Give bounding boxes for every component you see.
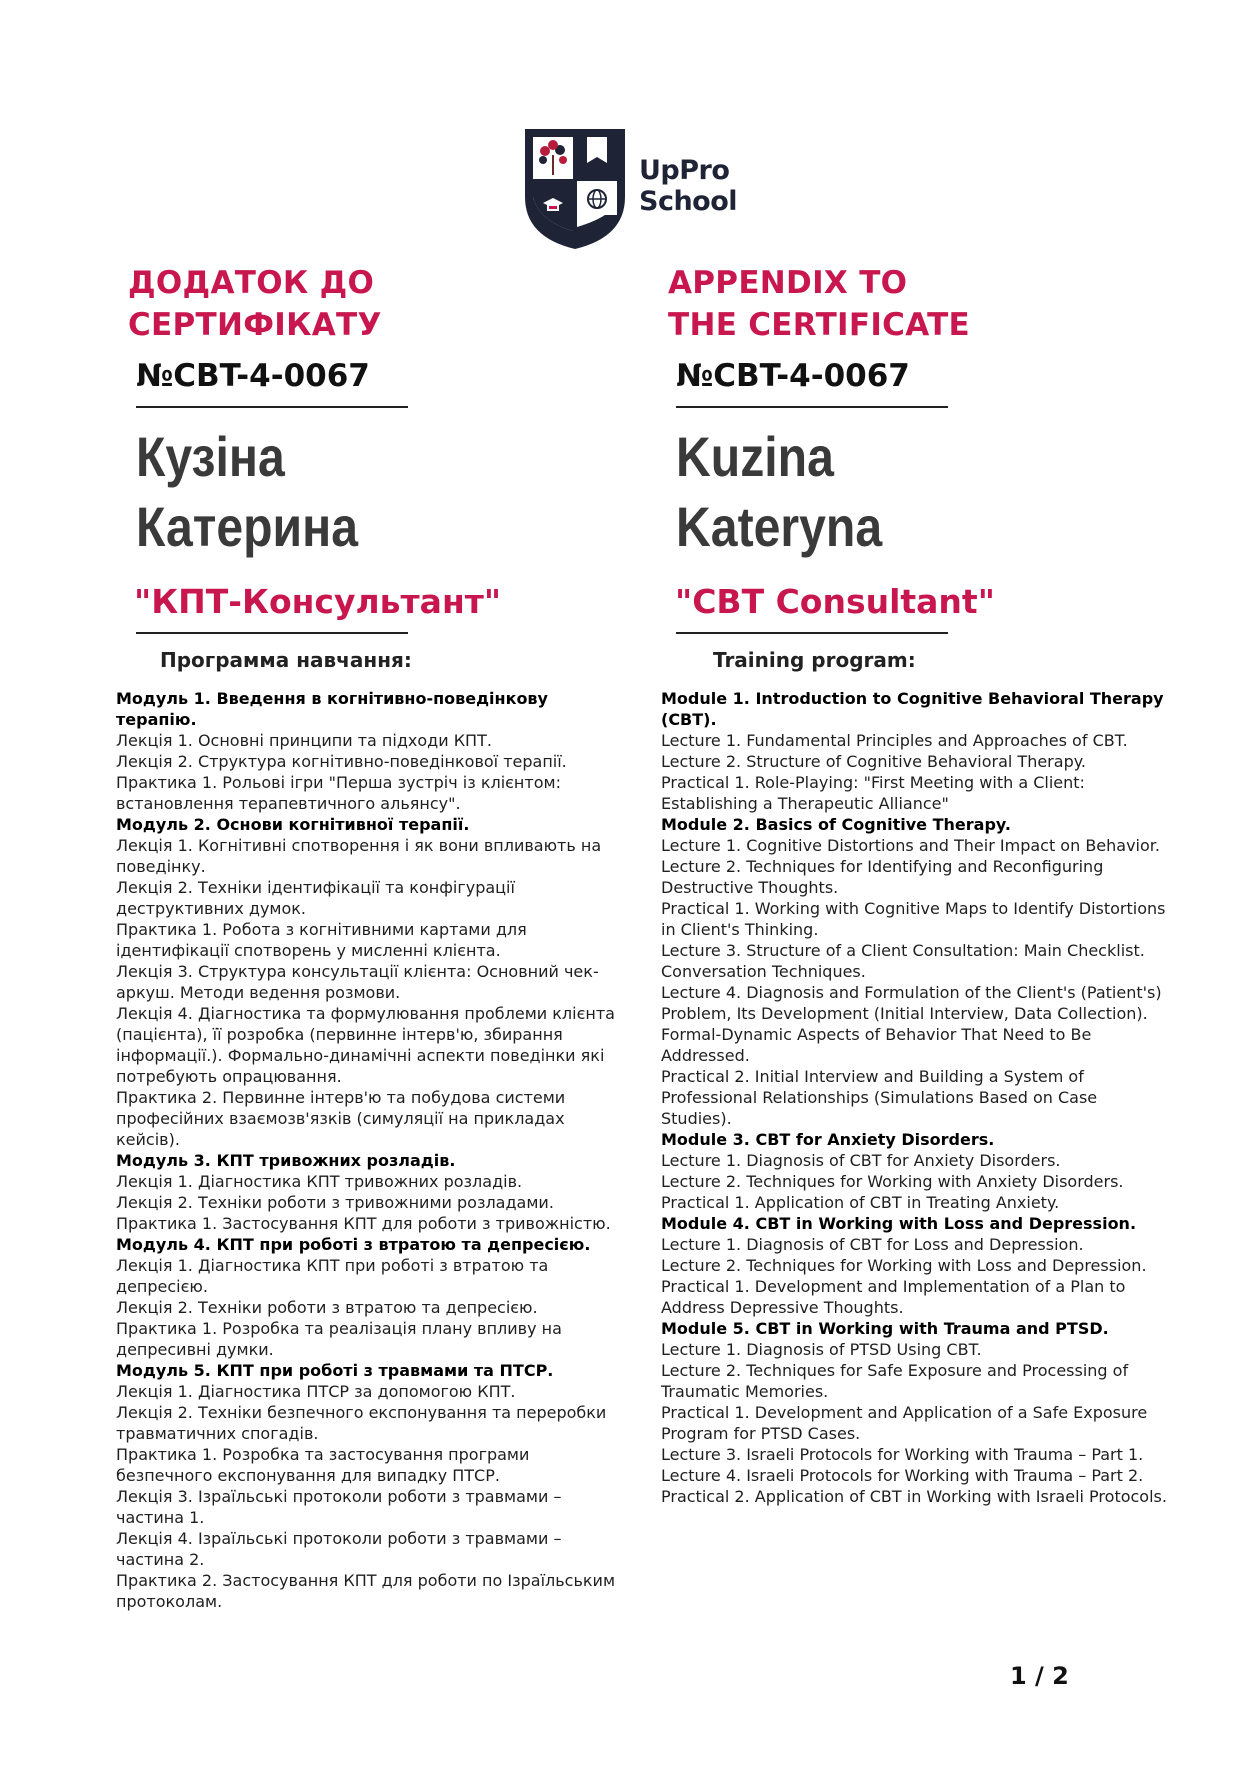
program-content-uk — [116, 688, 621, 1612]
lesson-item: Практика 1. Розробка та реалізація плану впливу на депресивні думки. — [116, 1319, 562, 1359]
lesson-item: Lecture 1. Diagnosis of CBT for Loss and Depression. — [661, 1235, 1084, 1254]
uppro-logo — [523, 127, 738, 251]
appendix-line1: APPENDIX TO — [668, 265, 908, 301]
appendix-title-uk — [128, 262, 646, 346]
module-heading: Модуль 3. КПТ тривожних розладів. — [116, 1151, 456, 1170]
lesson-item: Lecture 2. Techniques for Identifying and Reconfiguring Destructive Thoughts. — [661, 857, 1104, 897]
lesson-item: Практика 1. Робота з когнітивними картами для ідентифікації спотворень у мисленні клієнта. — [116, 920, 527, 960]
divider — [136, 632, 408, 634]
lesson-item: Практика 2. Первинне інтерв'ю та побудова системи професійних взаємозв'язків (симуляції на прикладах кейсів). — [116, 1088, 566, 1149]
lesson-item: Practical 1. Role-Playing: "First Meeting with a Client: Establishing a Therapeutic Alliance" — [661, 773, 1085, 813]
lesson-item: Lecture 3. Israeli Protocols for Working with Trauma – Part 1. — [661, 1445, 1144, 1464]
program-content-en — [661, 688, 1171, 1507]
program-heading: Программа навчання: — [160, 648, 412, 672]
lesson-item: Практика 1. Рольові ігри "Перша зустріч із клієнтом: встановлення терапевтичного альянсу". — [116, 773, 561, 813]
appendix-line2: СЕРТИФІКАТУ — [128, 307, 382, 343]
module-heading: Module 5. CBT in Working with Trauma and PTSD. — [661, 1319, 1109, 1338]
lesson-item: Лекція 2. Техніки безпечного експонування та переробки травматичних спогадів. — [116, 1403, 607, 1443]
appendix-line2: THE CERTIFICATE — [668, 307, 971, 343]
lesson-item: Lecture 1. Diagnosis of CBT for Anxiety Disorders. — [661, 1151, 1061, 1170]
qualification-title: "CBT Consultant" — [675, 582, 995, 621]
module-heading: Module 4. CBT in Working with Loss and Depression. — [661, 1214, 1137, 1233]
lesson-item: Practical 1. Working with Cognitive Maps to Identify Distortions in Client's Thinking. — [661, 899, 1166, 939]
lesson-item: Лекція 2. Техніки роботи з тривожними розладами. — [116, 1193, 554, 1212]
recipient-name-uk — [136, 422, 575, 562]
recipient-surname: Кузіна — [136, 425, 285, 488]
lesson-item: Практика 1. Застосування КПТ для роботи з тривожністю. — [116, 1214, 611, 1233]
lesson-item: Lecture 3. Structure of a Client Consultation: Main Checklist. Conversation Techniques. — [661, 941, 1145, 981]
divider — [136, 406, 408, 408]
lesson-item: Lecture 2. Techniques for Working with Loss and Depression. — [661, 1256, 1147, 1275]
divider — [676, 406, 948, 408]
lesson-item: Лекція 3. Ізраїльські протоколи роботи з травмами – частина 1. — [116, 1487, 562, 1527]
recipient-first-name: Kateryna — [676, 495, 883, 558]
lesson-item: Practical 1. Development and Application of a Safe Exposure Program for PTSD Cases. — [661, 1403, 1148, 1443]
english-column — [661, 262, 1191, 1507]
program-heading: Training program: — [713, 648, 916, 672]
lesson-item: Лекція 3. Структура консультації клієнта: Основний чек-аркуш. Методи ведення розмови. — [116, 962, 599, 1002]
shield-icon — [523, 127, 627, 251]
lesson-item: Лекція 1. Діагностика КПТ при роботі з втратою та депресією. — [116, 1256, 549, 1296]
lesson-item: Лекція 2. Техніки роботи з втратою та депресією. — [116, 1298, 538, 1317]
lesson-item: Практика 1. Розробка та застосування програми безпечного експонування для випадку ПТСР. — [116, 1445, 530, 1485]
lesson-item: Лекція 1. Когнітивні спотворення і як вони впливають на поведінку. — [116, 836, 602, 876]
brand-name-line1: UpPro — [639, 155, 730, 186]
lesson-item: Practical 2. Application of CBT in Working with Israeli Protocols. — [661, 1487, 1167, 1506]
lesson-item: Practical 2. Initial Interview and Building a System of Professional Relationships (Simulations Based on Case Studies). — [661, 1067, 1098, 1128]
lesson-item: Лекція 1. Діагностика ПТСР за допомогою КПТ. — [116, 1382, 516, 1401]
lesson-item: Lecture 1. Fundamental Principles and Approaches of CBT. — [661, 731, 1128, 750]
lesson-item: Лекція 2. Техніки ідентифікації та конфігурації деструктивних думок. — [116, 878, 515, 918]
lesson-item: Лекція 4. Діагностика та формулювання проблеми клієнта (пацієнта), її розробка (первинне інтерв'ю, збирання інформації.). Формально-динамічні аспекти поведінки які потребують опрацювання. — [116, 1004, 615, 1086]
recipient-surname: Kuzina — [676, 425, 834, 488]
lesson-item: Lecture 1. Cognitive Distortions and Their Impact on Behavior. — [661, 836, 1160, 855]
module-heading: Модуль 4. КПТ при роботі з втратою та депресією. — [116, 1235, 591, 1254]
qualification-title: "КПТ-Консультант" — [134, 582, 502, 621]
lesson-item: Practical 1. Development and Implementation of a Plan to Address Depressive Thoughts. — [661, 1277, 1126, 1317]
certificate-number: №CBT-4-0067 — [136, 358, 370, 394]
page-number: 1 / 2 — [1010, 1662, 1069, 1690]
module-heading: Module 1. Introduction to Cognitive Behavioral Therapy (CBT). — [661, 689, 1164, 729]
lesson-item: Лекція 2. Структура когнітивно-поведінкової терапії. — [116, 752, 567, 771]
lesson-item: Lecture 2. Techniques for Working with Anxiety Disorders. — [661, 1172, 1124, 1191]
divider — [676, 632, 948, 634]
lesson-item: Лекція 1. Діагностика КПТ тривожних розладів. — [116, 1172, 523, 1191]
recipient-name-en — [676, 422, 1119, 562]
lesson-item: Лекція 1. Основні принципи та підходи КПТ. — [116, 731, 492, 750]
module-heading: Module 3. CBT for Anxiety Disorders. — [661, 1130, 995, 1149]
module-heading: Module 2. Basics of Cognitive Therapy. — [661, 815, 1011, 834]
lesson-item: Lecture 4. Diagnosis and Formulation of the Client's (Patient's) Problem, Its Development (Initial Interview, Data Collection). Formal-Dynamic Aspects of Behavior That Need to Be Addressed. — [661, 983, 1162, 1065]
recipient-first-name: Катерина — [136, 495, 359, 558]
ukrainian-column — [116, 262, 646, 1612]
lesson-item: Practical 1. Application of CBT in Treating Anxiety. — [661, 1193, 1060, 1212]
lesson-item: Lecture 1. Diagnosis of PTSD Using CBT. — [661, 1340, 982, 1359]
module-heading: Модуль 2. Основи когнітивної терапії. — [116, 815, 470, 834]
appendix-line1: ДОДАТОК ДО — [128, 265, 375, 301]
lesson-item: Практика 2. Застосування КПТ для роботи по Ізраїльським протоколам. — [116, 1571, 616, 1611]
module-heading: Модуль 5. КПТ при роботі з травмами та ПТСР. — [116, 1361, 554, 1380]
appendix-title-en — [668, 262, 1191, 346]
lesson-item: Лекція 4. Ізраїльські протоколи роботи з травмами – частина 2. — [116, 1529, 562, 1569]
brand-name — [639, 155, 737, 217]
lesson-item: Lecture 2. Techniques for Safe Exposure and Processing of Traumatic Memories. — [661, 1361, 1129, 1401]
module-heading: Модуль 1. Введення в когнітивно-поведінкову терапію. — [116, 689, 548, 729]
lesson-item: Lecture 4. Israeli Protocols for Working with Trauma – Part 2. — [661, 1466, 1144, 1485]
certificate-number: №CBT-4-0067 — [676, 358, 910, 394]
lesson-item: Lecture 2. Structure of Cognitive Behavioral Therapy. — [661, 752, 1086, 771]
brand-name-line2: School — [639, 186, 738, 217]
